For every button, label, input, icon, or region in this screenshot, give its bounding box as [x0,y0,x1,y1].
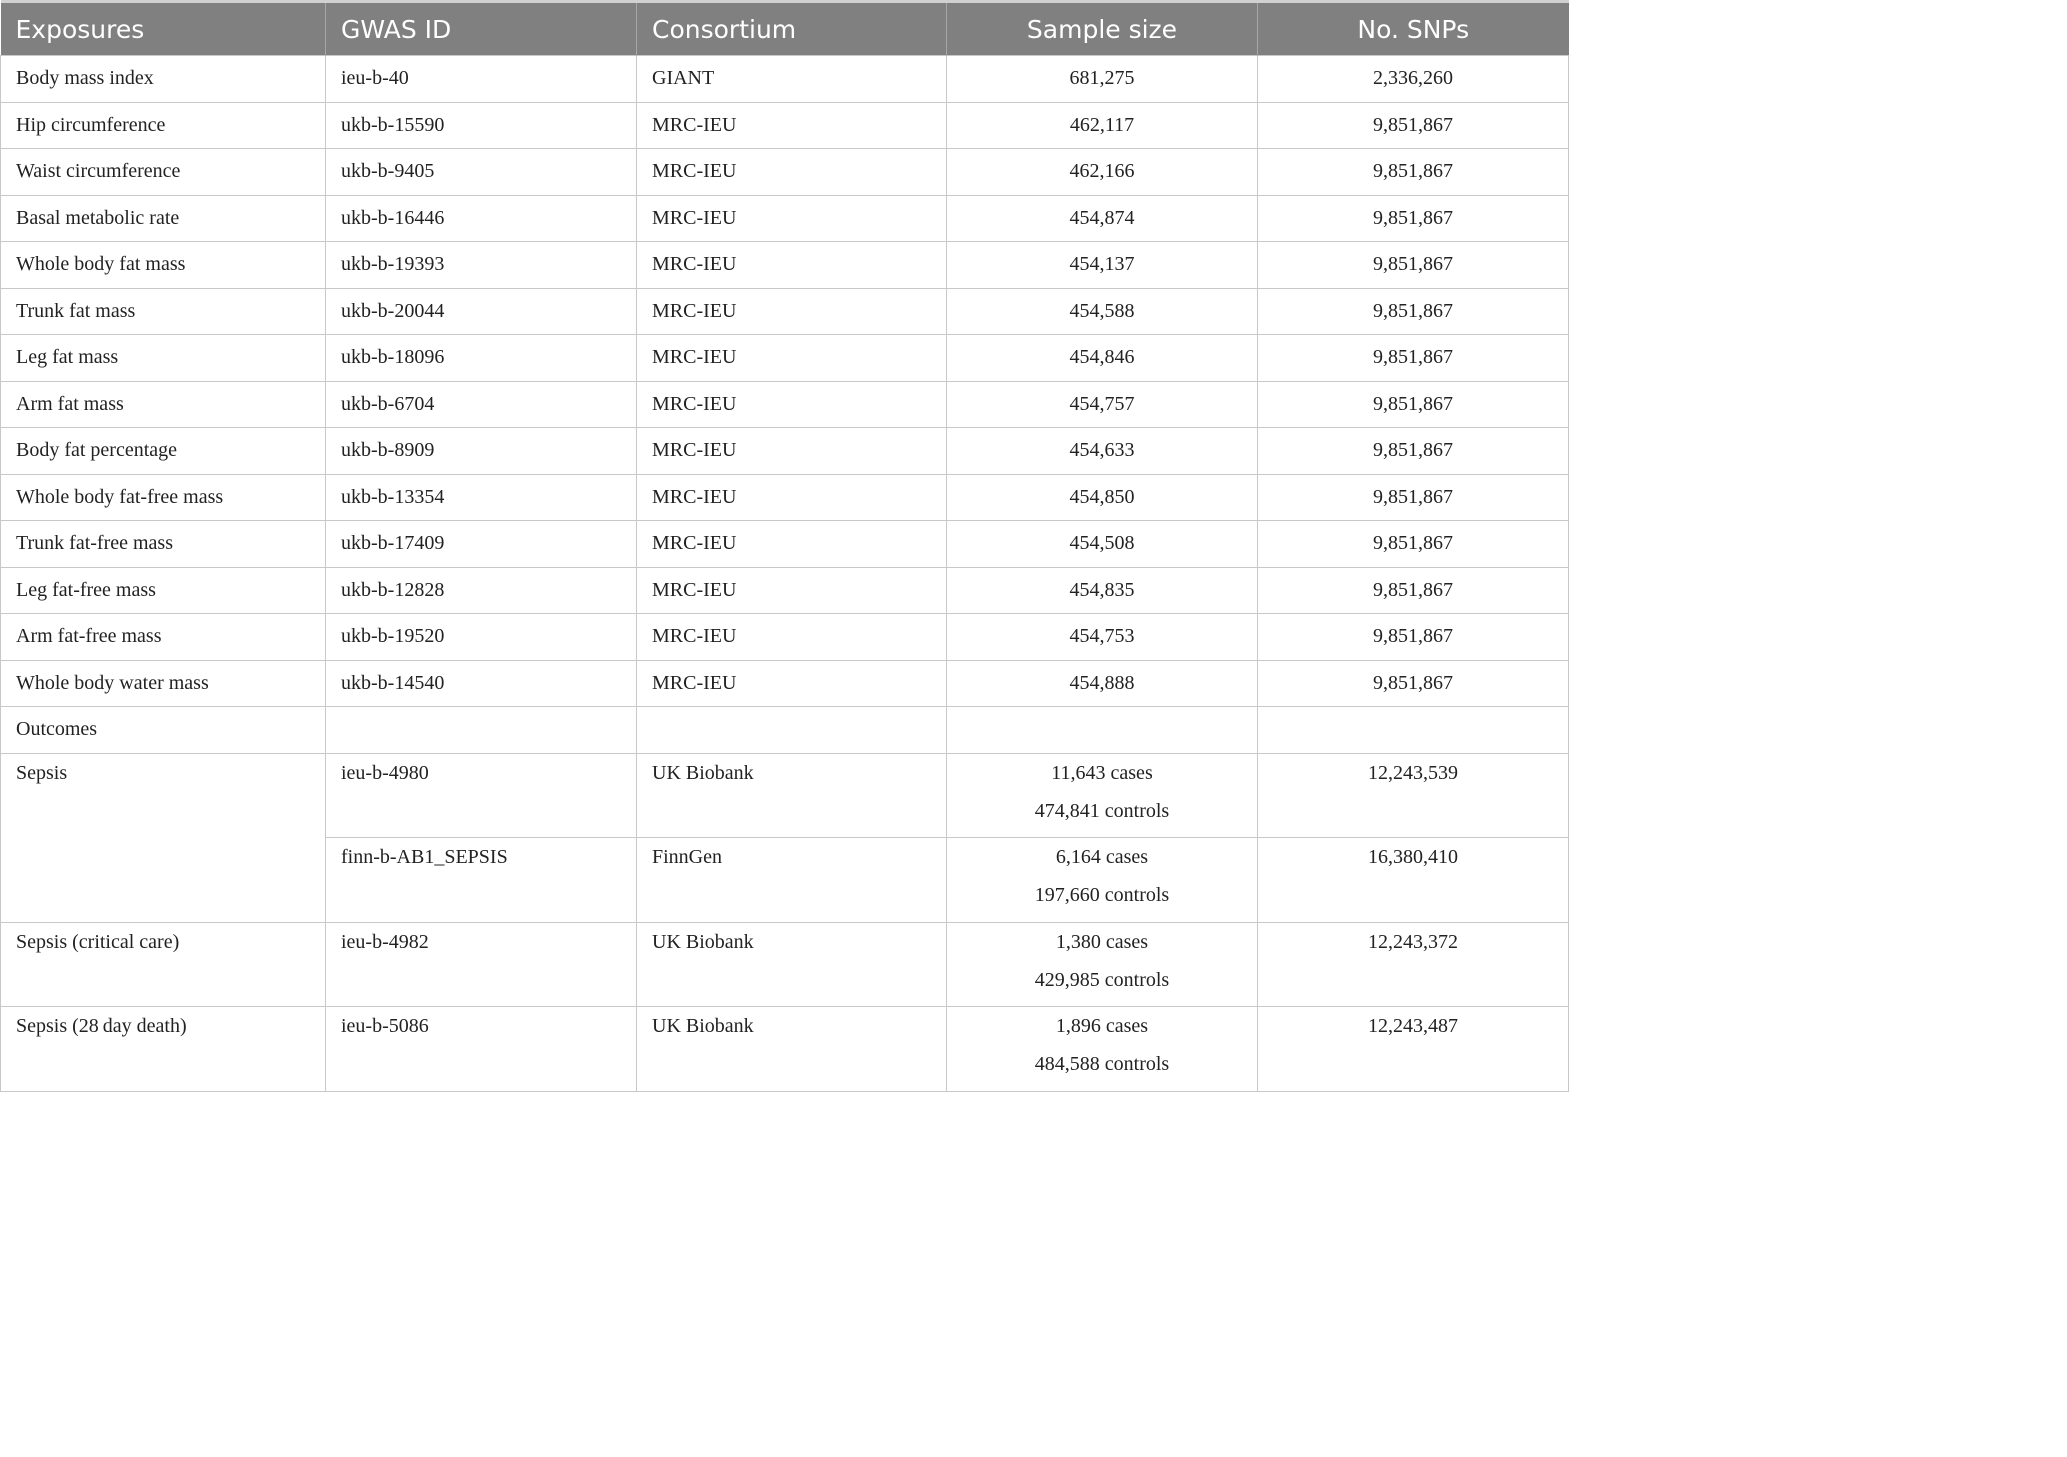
consortium-cell: MRC-IEU [637,288,947,335]
gwas-id-cell [326,753,637,838]
table-row [1,381,1569,428]
table-cell [326,707,637,754]
sample-size-cell: 462,117 [947,102,1258,149]
exposure-name: Whole body fat-free mass [1,474,326,521]
cases-text: 6,164 cases [1055,846,1149,868]
controls-text: 197,660 controls [1034,884,1170,906]
gwas-id-text: ieu-b-4982 [341,930,429,953]
snps-cell: 2,336,260 [1258,56,1569,103]
gwas-id-cell: ukb-b-19520 [326,614,637,661]
gwas-id-cell [326,922,637,1007]
consortium-cell: MRC-IEU [637,195,947,242]
table-row [1,707,1569,754]
outcome-name [1,753,326,922]
snps-cell [1258,838,1569,923]
exposure-name: Trunk fat-free mass [1,521,326,568]
consortium-cell: MRC-IEU [637,567,947,614]
gwas-id-cell: ukb-b-16446 [326,195,637,242]
gwas-id-text: finn-b-AB1_SEPSIS [341,846,508,868]
table-row [1,521,1569,568]
exposure-name: Whole body water mass [1,660,326,707]
gwas-id-cell: ukb-b-9405 [326,149,637,196]
consortium-cell: MRC-IEU [637,149,947,196]
outcome-name [1,922,326,1007]
sample-size-cell: 454,753 [947,614,1258,661]
sample-size-cell: 454,633 [947,428,1258,475]
snps-cell: 9,851,867 [1258,521,1569,568]
exposure-name: Leg fat-free mass [1,567,326,614]
consortium-cell: MRC-IEU [637,102,947,149]
gwas-id-cell: ukb-b-14540 [326,660,637,707]
gwas-id-cell: ukb-b-6704 [326,381,637,428]
table-row [1,242,1569,289]
consortium-text: UK Biobank [652,761,754,784]
snps-cell: 9,851,867 [1258,242,1569,289]
controls-text: 429,985 controls [1034,968,1170,991]
exposure-name: Basal metabolic rate [1,195,326,242]
sample-size-cell [947,1007,1258,1092]
gwas-id-cell: ukb-b-17409 [326,521,637,568]
consortium-cell: MRC-IEU [637,660,947,707]
table-row [1,428,1569,475]
table-cell [637,707,947,754]
consortium-text: UK Biobank [652,1015,754,1037]
snps-cell: 9,851,867 [1258,660,1569,707]
snps-cell [1258,922,1569,1007]
snps-cell: 9,851,867 [1258,474,1569,521]
snps-cell: 9,851,867 [1258,381,1569,428]
controls-text: 484,588 controls [1034,1053,1170,1075]
exposure-name: Arm fat mass [1,381,326,428]
exposure-name: Hip circumference [1,102,326,149]
exposure-name: Trunk fat mass [1,288,326,335]
consortium-cell: MRC-IEU [637,335,947,382]
snps-cell: 9,851,867 [1258,614,1569,661]
snps-text: 12,243,539 [1368,761,1458,784]
table-row [1,753,1569,838]
consortium-cell [637,1007,947,1092]
table-row [1,102,1569,149]
snps-cell [1258,753,1569,838]
consortium-cell: MRC-IEU [637,474,947,521]
table-row [1,149,1569,196]
snps-cell [1258,1007,1569,1092]
consortium-cell: MRC-IEU [637,381,947,428]
gwas-id-cell: ieu-b-40 [326,56,637,103]
gwas-id-cell: ukb-b-19393 [326,242,637,289]
sample-size-cell: 681,275 [947,56,1258,103]
consortium-cell: GIANT [637,56,947,103]
table-row [1,660,1569,707]
gwas-id-cell [326,838,637,923]
snps-cell: 9,851,867 [1258,288,1569,335]
cases-text: 1,380 cases [1055,930,1149,953]
outcome-name [1,1007,326,1092]
header-no-snps: No. SNPs [1258,2,1569,56]
gwas-id-cell: ukb-b-8909 [326,428,637,475]
exposure-name: Body fat percentage [1,428,326,475]
sample-size-cell: 454,888 [947,660,1258,707]
cases-text: 11,643 cases [1051,761,1153,784]
exposure-name: Leg fat mass [1,335,326,382]
gwas-id-cell: ukb-b-12828 [326,567,637,614]
sample-size-cell: 454,874 [947,195,1258,242]
outcomes-label: Outcomes [1,707,326,754]
outcome-name-text: Sepsis (28 day death) [16,1015,187,1037]
snps-cell: 9,851,867 [1258,149,1569,196]
consortium-cell: MRC-IEU [637,521,947,568]
gwas-id-text: ieu-b-4980 [341,761,429,784]
exposure-name: Body mass index [1,56,326,103]
snps-cell: 9,851,867 [1258,567,1569,614]
snps-text: 12,243,487 [1368,1015,1458,1037]
consortium-cell: MRC-IEU [637,614,947,661]
consortium-cell [637,753,947,838]
sample-size-cell: 454,508 [947,521,1258,568]
gwas-id-cell: ukb-b-18096 [326,335,637,382]
header-row [1,2,1569,56]
table-row [1,1007,1569,1092]
table-cell [1258,707,1569,754]
consortium-cell: MRC-IEU [637,242,947,289]
header-consortium: Consortium [637,2,947,56]
outcome-name-text: Sepsis [16,761,68,784]
consortium-cell [637,922,947,1007]
snps-cell: 9,851,867 [1258,335,1569,382]
table-row [1,614,1569,661]
consortium-cell [637,838,947,923]
sample-size-cell [947,838,1258,923]
sample-size-cell [947,753,1258,838]
snps-cell: 9,851,867 [1258,102,1569,149]
table-row [1,195,1569,242]
table-header [1,2,1569,56]
sample-size-cell: 454,835 [947,567,1258,614]
sample-size-cell: 454,846 [947,335,1258,382]
gwas-id-cell: ukb-b-20044 [326,288,637,335]
sample-size-cell: 462,166 [947,149,1258,196]
exposure-name: Whole body fat mass [1,242,326,289]
table-row [1,922,1569,1007]
sample-size-cell: 454,757 [947,381,1258,428]
table-cell [947,707,1258,754]
gwas-id-text: ieu-b-5086 [341,1015,429,1037]
consortium-cell: MRC-IEU [637,428,947,475]
table-body [1,56,1569,1092]
gwas-id-cell: ukb-b-13354 [326,474,637,521]
sample-size-cell: 454,850 [947,474,1258,521]
snps-cell: 9,851,867 [1258,195,1569,242]
table-row [1,288,1569,335]
sample-size-cell: 454,588 [947,288,1258,335]
sample-size-cell: 454,137 [947,242,1258,289]
gwas-id-cell: ukb-b-15590 [326,102,637,149]
header-sample-size: Sample size [947,2,1258,56]
table-row [1,567,1569,614]
table-row [1,335,1569,382]
controls-text: 474,841 controls [1034,799,1170,822]
consortium-text: UK Biobank [652,930,754,953]
outcome-name-text: Sepsis (critical care) [16,930,180,953]
cases-text: 1,896 cases [1055,1015,1149,1037]
consortium-text: FinnGen [652,846,722,868]
header-exposures: Exposures [1,2,326,56]
exposure-name: Waist circumference [1,149,326,196]
exposure-name: Arm fat-free mass [1,614,326,661]
snps-text: 16,380,410 [1368,846,1458,868]
header-gwas-id: GWAS ID [326,2,637,56]
snps-text: 12,243,372 [1368,930,1458,953]
gwas-id-cell [326,1007,637,1092]
sample-size-cell [947,922,1258,1007]
table-row [1,56,1569,103]
snps-cell: 9,851,867 [1258,428,1569,475]
table-row [1,474,1569,521]
